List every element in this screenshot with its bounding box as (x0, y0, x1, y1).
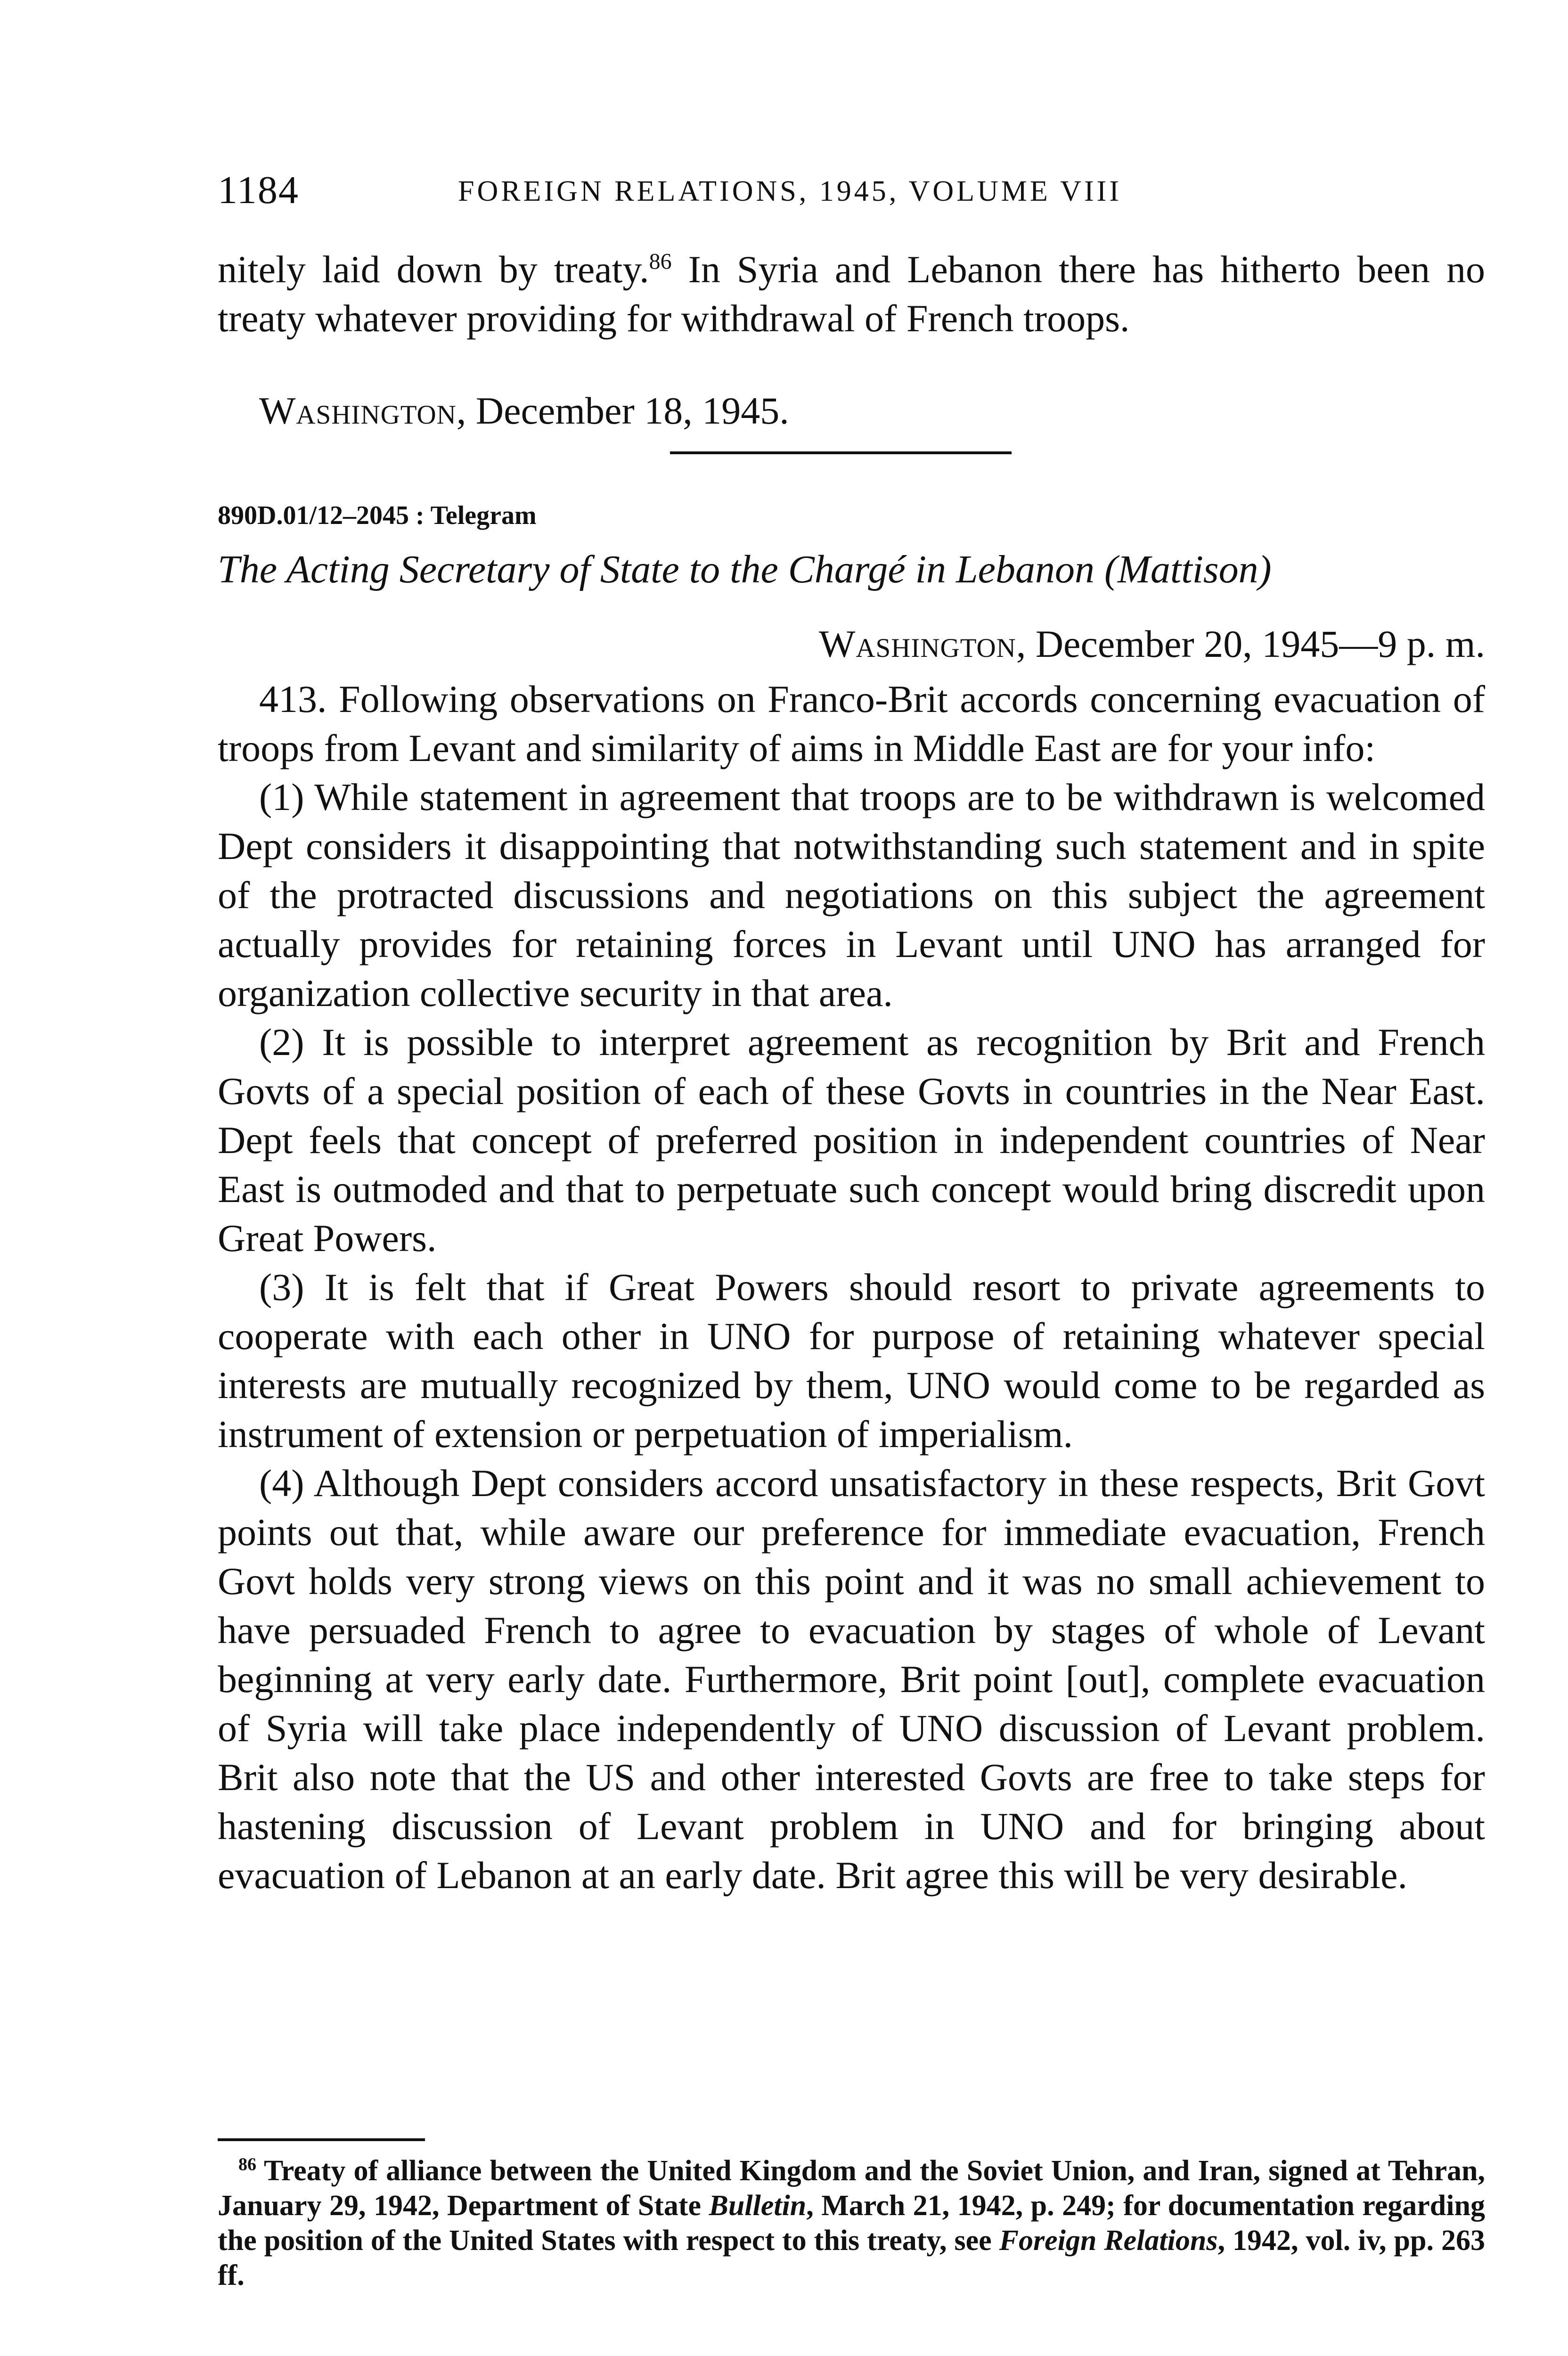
footnote-foreign-relations: Foreign Relations (999, 2225, 1218, 2257)
continuation-text: nitely laid down by treaty. (218, 248, 649, 291)
paragraph-3: (3) It is felt that if Great Powers should resort to private agreements to cooperate with each other in UNO for purpose of retaining whatever special interests are mutually recognized by them, UNO would come to be regarded as instrument of extension or perpetuation of imperialism. (218, 1266, 1485, 1456)
signature-line (218, 386, 1485, 435)
dateline-date: , December 20, 1945—9 p. m. (1016, 622, 1485, 665)
page-header (218, 167, 1490, 214)
footnote-reference: 86 (649, 249, 672, 274)
signature-place: Washington (259, 389, 457, 432)
paragraph-intro: 413. Following observations on Franco-Brit accords concerning evacuation of troops from Levant and similarity of aims in Middle East are for your info: (218, 678, 1485, 769)
paragraph-1: (1) While statement in agreement that troops are to be withdrawn is welcomed Dept considers it disappointing that notwithstanding such statement and in spite of the protracted discussions and negotiations on this subject the agreement actually provides for retaining forces in Levant until UNO has arranged for organization collective security in that area. (218, 776, 1485, 1014)
dateline-place: Washington (818, 622, 1016, 665)
paragraph-2: (2) It is possible to interpret agreement as recognition by Brit and French Govts of a special position of each of these Govts in countries in the Near East. Dept feels that concept of preferred position in independent countries of Near East is outmoded and that to perpetuate such concept would bring discredit upon Great Powers. (218, 1021, 1485, 1260)
footnote (218, 2153, 1485, 2293)
continuation-paragraph (218, 245, 1485, 343)
footnote-bulletin: Bulletin (709, 2190, 807, 2222)
signature-date: , December 18, 1945. (456, 389, 789, 432)
footnote-text-1: Treaty of alliance between the United Kingdom and the Soviet Union, and Iran, signed at Tehran, January 29, 1942, Department of State (218, 2155, 1485, 2222)
footnote-text-2: , March 21, 1942, p. 249; for documentation regarding the position of the United States with respect to this treaty, see (218, 2190, 1485, 2257)
continuation-text-2: In Syria and Lebanon there has hitherto been no treaty whatever providing for withdrawal of French troops. (218, 248, 1485, 340)
footnote-marker: 86 (238, 2154, 256, 2175)
footnote-text-3: , 1942, vol. iv, pp. 263 ff. (218, 2225, 1485, 2291)
telegram-body (218, 675, 1485, 1900)
dateline (218, 622, 1485, 666)
footnote-divider (218, 2138, 425, 2141)
paragraph-4: (4) Although Dept considers accord unsatisfactory in these respects, Brit Govt points out that, while aware our preference for immediate evacuation, French Govt holds very strong views on this point and it was no small achievement to have persuaded French to agree to evacuation by stages of whole of Levant beginning at very early date. Furthermore, Brit point [out], complete evacuation of Syria will take place independently of UNO discussion of Levant problem. Brit also note that the US and other interested Govts are free to take steps for hastening discussion of Levant problem in UNO and for bringing about evacuation of Lebanon at an early date. Brit agree this will be very desirable. (218, 1462, 1485, 1897)
section-divider (670, 451, 1012, 454)
document-title: The Acting Secretary of State to the Chargé in Lebanon (Mattison) (218, 548, 1272, 591)
running-title: FOREIGN RELATIONS, 1945, VOLUME VIII (458, 175, 1122, 207)
page-number: 1184 (218, 168, 299, 212)
file-reference: 890D.01/12–2045 : Telegram (218, 501, 537, 530)
